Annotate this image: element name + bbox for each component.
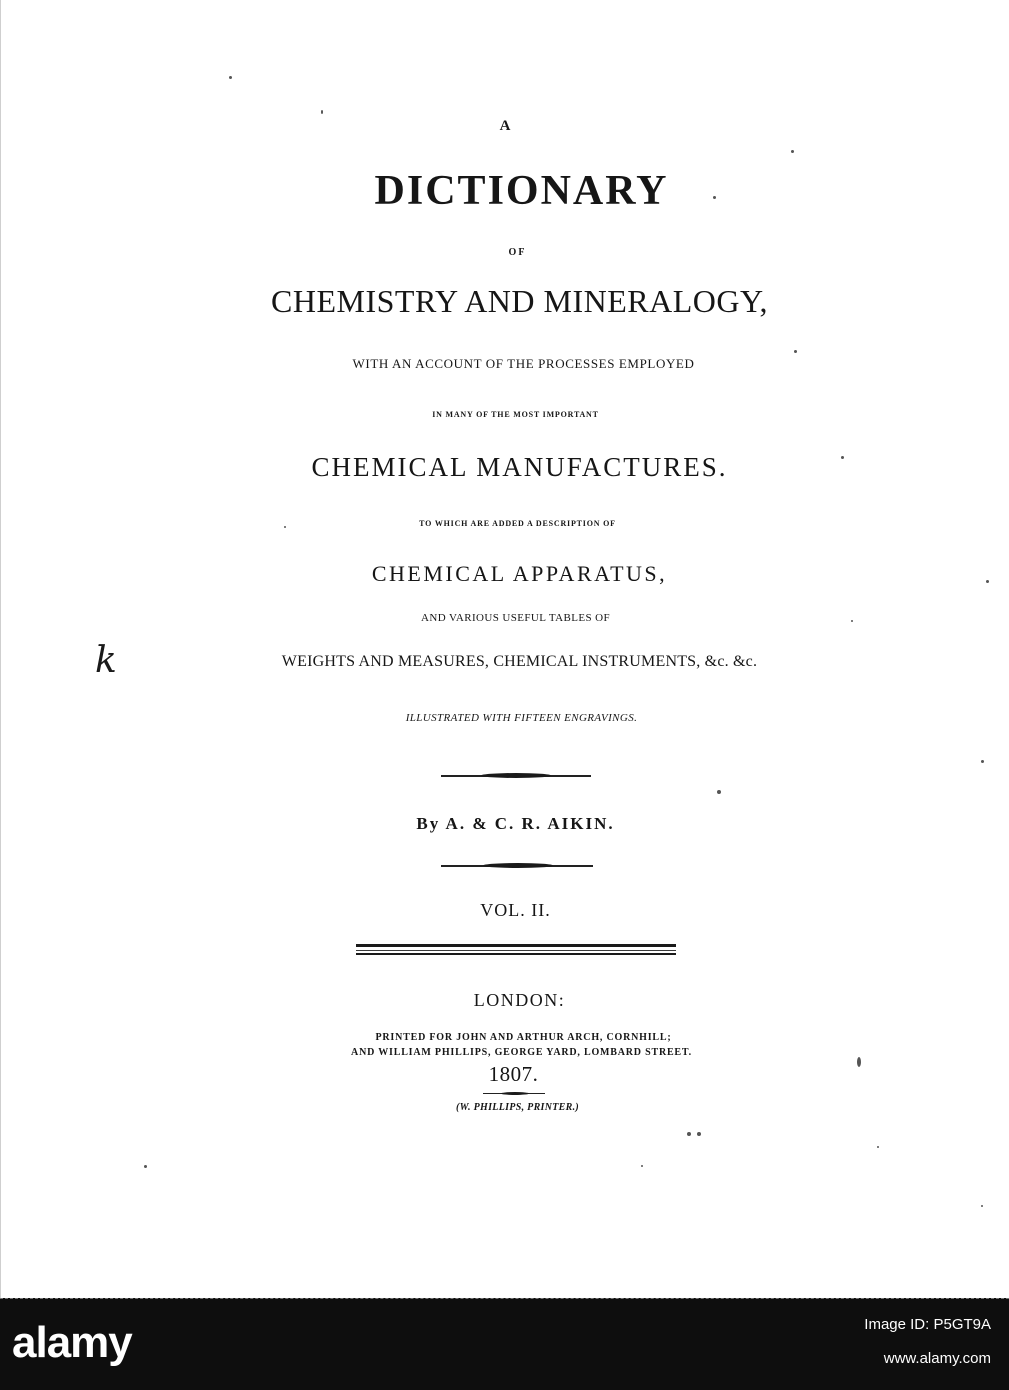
- imprint-printer: (W. PHILLIPS, PRINTER.): [455, 1102, 580, 1113]
- subtitle-illustrated: ILLUSTRATED WITH FIFTEEN ENGRAVINGS.: [405, 712, 638, 724]
- title-main: DICTIONARY: [374, 168, 669, 214]
- subtitle-various-tables: AND VARIOUS USEFUL TABLES OF: [421, 612, 610, 624]
- title-article: A: [499, 118, 512, 134]
- title-subject: CHEMISTRY AND MINERALOGY,: [271, 283, 768, 319]
- ornamental-rule-2-swell: [483, 863, 553, 868]
- paper-speck: [877, 1146, 879, 1148]
- ornamental-rule-1-swell: [481, 773, 551, 778]
- imprint-printed-for-2: AND WILLIAM PHILLIPS, GEORGE YARD, LOMBARD STREET.: [351, 1047, 692, 1058]
- subtitle-in-many: IN MANY OF THE MOST IMPORTANT: [432, 410, 599, 419]
- paper-speck: [284, 526, 286, 528]
- paper-speck: [981, 760, 984, 763]
- double-rule-top: [356, 944, 676, 947]
- paper-speck: [641, 1165, 643, 1167]
- handwritten-margin-note: k: [95, 640, 117, 681]
- paper-speck: [841, 456, 844, 459]
- volume-number: VOL. II.: [480, 900, 551, 920]
- paper-speck: [851, 620, 853, 622]
- double-rule-bottom: [356, 953, 676, 955]
- paper-speck: [713, 196, 716, 199]
- paper-speck: [321, 110, 323, 114]
- paper-speck: [791, 150, 794, 153]
- imprint-city: LONDON:: [473, 990, 566, 1010]
- title-of: OF: [508, 247, 527, 258]
- image-id-text: Image ID: P5GT9A: [864, 1316, 991, 1333]
- paper-speck: [986, 580, 989, 583]
- paper-speck: [144, 1165, 147, 1168]
- paper-speck: [229, 76, 232, 79]
- stock-url-text: www.alamy.com: [883, 1350, 991, 1367]
- paper-speck: [717, 790, 721, 794]
- paper-speck: [697, 1132, 701, 1136]
- imprint-year: 1807.: [488, 1062, 539, 1086]
- double-rule-middle: [356, 950, 676, 951]
- subtitle-manufactures: CHEMICAL MANUFACTURES.: [311, 452, 728, 482]
- subtitle-account: WITH AN ACCOUNT OF THE PROCESSES EMPLOYED: [352, 356, 695, 371]
- subtitle-to-which: TO WHICH ARE ADDED A DESCRIPTION OF: [419, 519, 616, 528]
- subtitle-weights: WEIGHTS AND MEASURES, CHEMICAL INSTRUMENTS, &c. &c.: [281, 653, 758, 670]
- imprint-printed-for-1: PRINTED FOR JOHN AND ARTHUR ARCH, CORNHILL;: [375, 1032, 672, 1043]
- paper-speck: [857, 1057, 861, 1067]
- year-rule-swell: [501, 1092, 529, 1095]
- paper-speck: [687, 1132, 691, 1136]
- subtitle-apparatus: CHEMICAL APPARATUS,: [371, 561, 668, 586]
- paper-speck: [981, 1205, 983, 1207]
- authors-line: By A. & C. R. AIKIN.: [416, 814, 615, 833]
- paper-speck: [794, 350, 797, 353]
- watermark-strip: [0, 1298, 1009, 1390]
- alamy-logo: alamy: [12, 1318, 132, 1367]
